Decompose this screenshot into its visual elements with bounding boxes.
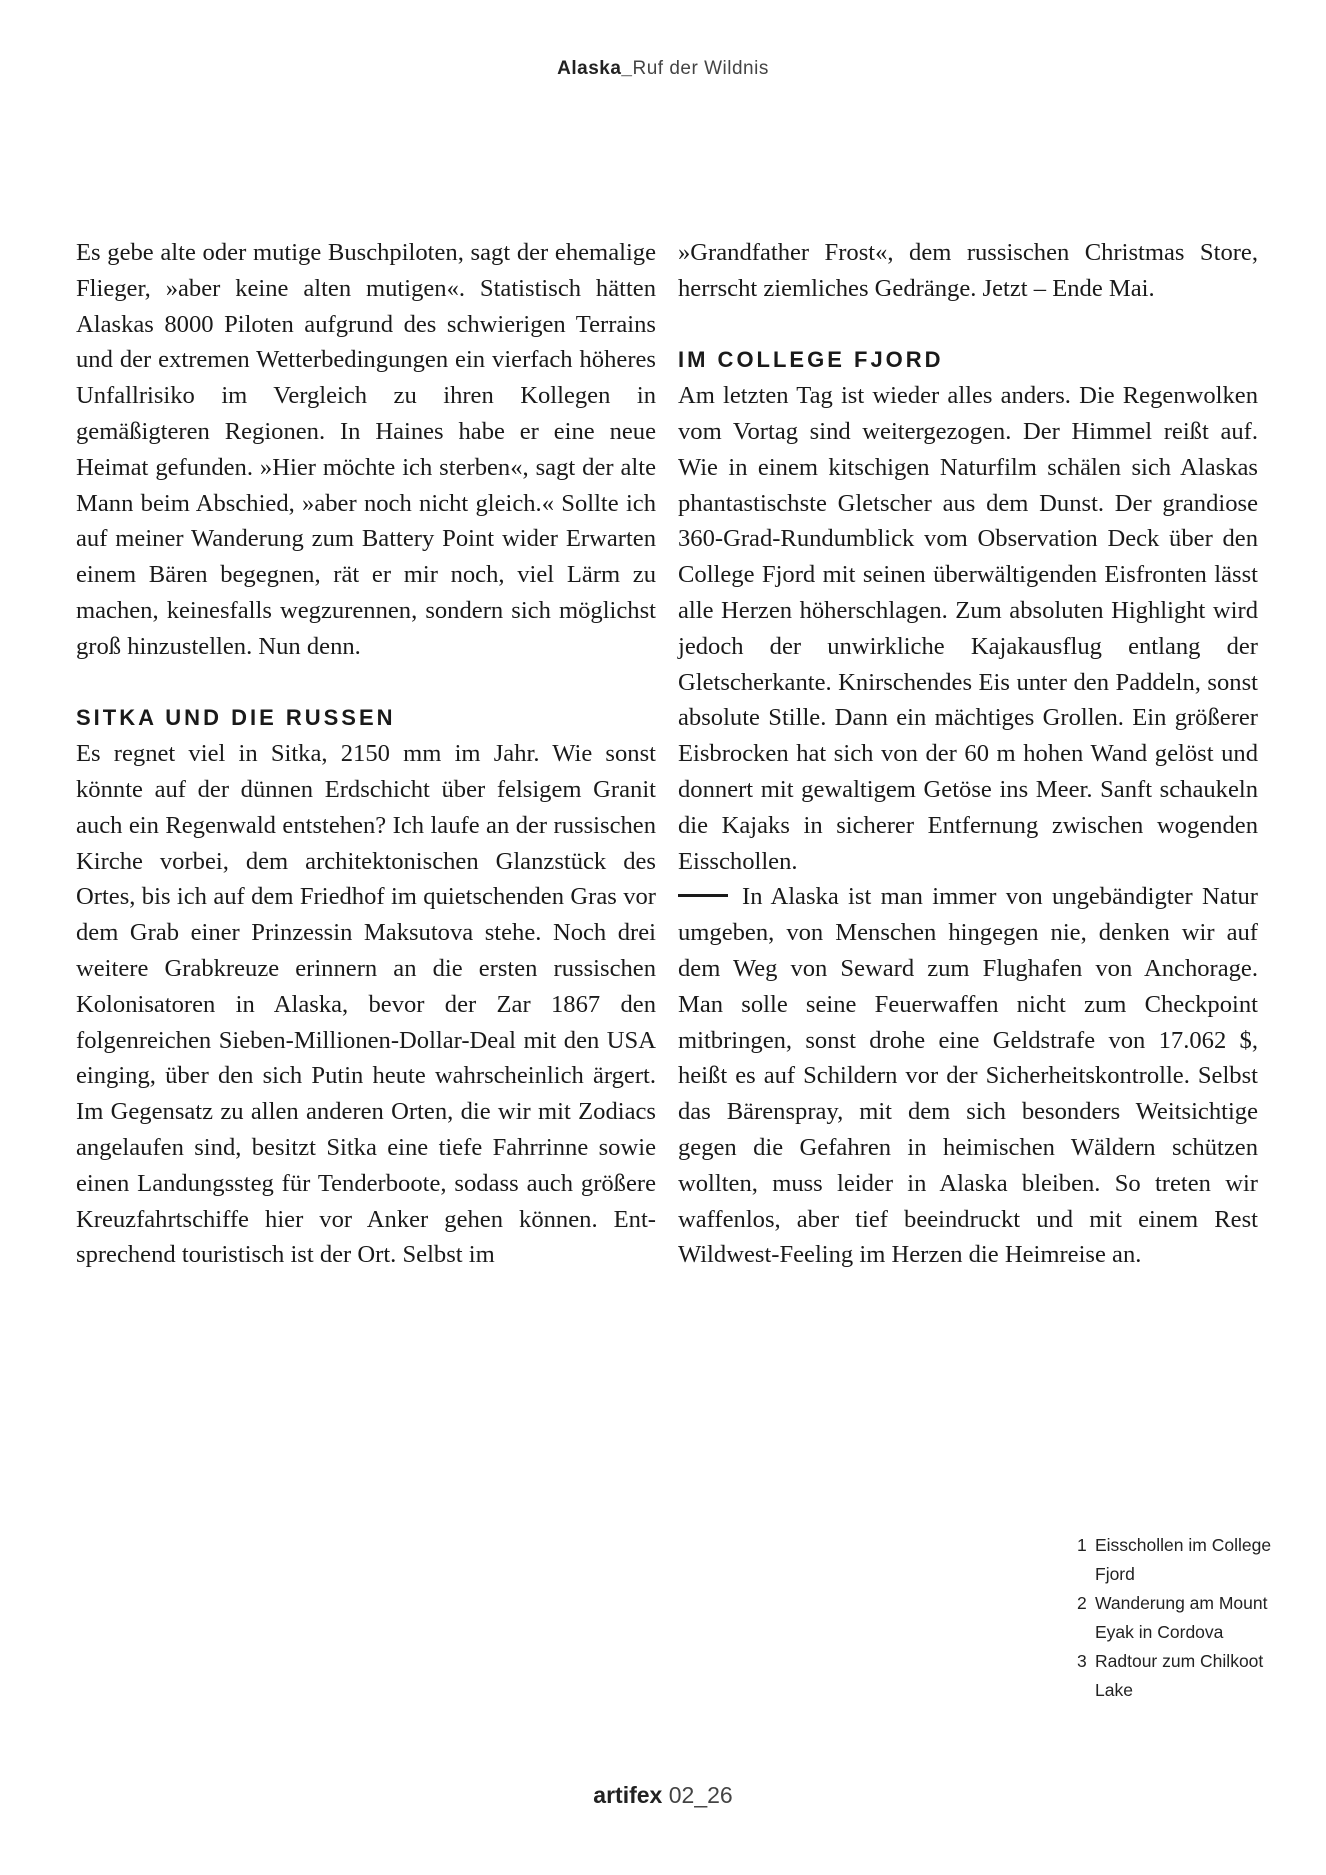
- article-column-right: [678, 235, 1258, 1273]
- image-captions: [1077, 1531, 1297, 1705]
- body-paragraph: Es gebe alte oder mutige Buschpiloten, sagt der ehemalige Flieger, »aber keine alten mutigen«. Statistisch hätten Alaskas 8000 Piloten aufgrund des schwierigen Terrains und der extremen Wetterbedingungen ein vierfach höheres Unfallrisiko im Vergleich zu ihren Kollegen in gemäßigteren Regionen. In Haines habe er eine neue Heimat gefunden. »Hier möchte ich sterben«, sagt der alte Mann beim Abschied, »aber noch nicht gleich.« Sollte ich auf meiner Wanderung zum Battery Point wider Erwarten einem Bären begegnen, rät er mir noch, viel Lärm zu machen, keinesfalls wegzurennen, sondern sich möglichst groß hinzustellen. Nun denn.: [76, 239, 656, 660]
- paragraph-spacer: [678, 307, 1258, 343]
- body-paragraph-text: In Alaska ist man immer von ungebändigter Natur umgeben, von Menschen hingegen nie, denken wir auf dem Weg von Seward zum Flughafen von Anchorage. Man solle seine Feuerwaffen nicht zum Checkpoint mitbringen, sonst drohe eine Geldstrafe von 17.062 $, heißt es auf Schildern vor der Sicherheitskontrolle. Selbst das Bärenspray, mit dem sich besonders Weitsichtige gegen die Gefahren in heimischen Wäldern schützen wollten, muss leider in Alaska bleiben. So treten wir waffenlos, aber tief beeindruckt und mit einem Rest Wildwest-Feeling im Herzen die Heimreise an.: [678, 883, 1258, 1269]
- paragraph-spacer: [76, 665, 656, 701]
- caption-number: 1: [1077, 1535, 1087, 1555]
- section-heading-college-fjord: IM COLLEGE FJORD: [678, 347, 944, 373]
- magazine-brand: artifex: [593, 1782, 663, 1808]
- caption-number: 3: [1077, 1651, 1087, 1671]
- running-head-section: Alaska_: [557, 58, 633, 79]
- caption-item: [1077, 1589, 1297, 1647]
- caption-text: Radtour zum Chilkoot Lake: [1095, 1651, 1264, 1700]
- running-head: [0, 58, 1326, 80]
- section-heading-sitka: SITKA UND DIE RUSSEN: [76, 705, 396, 731]
- caption-number: 2: [1077, 1593, 1087, 1613]
- body-paragraph-with-dash: [678, 879, 1258, 1273]
- paragraph-dash-rule: [678, 894, 728, 897]
- body-paragraph: »Grandfather Frost«, dem russischen Christmas Store, herrscht ziemliches Gedränge. Jetzt – Ende Mai.: [678, 239, 1258, 302]
- article-column-left: [76, 235, 656, 1273]
- running-head-subtitle: Ruf der Wildnis: [632, 58, 769, 79]
- page-folio: [0, 1782, 1326, 1809]
- caption-text: Wanderung am Mount Eyak in Cordova: [1095, 1593, 1268, 1642]
- caption-text: Eisschollen im College Fjord: [1095, 1535, 1272, 1584]
- body-paragraph: Am letzten Tag ist wieder alles anders. Die Regenwolken vom Vortag sind weitergezogen. Der Himmel reißt auf. Wie in einem kitschigen Naturfilm schälen sich Alaskas phantastischste Gletscher aus dem Dunst. Der grandiose 360-Grad-Rundumblick vom Observation Deck über den College Fjord mit seinen überwältigenden Eisfronten lässt alle Herzen höherschlagen. Zum absoluten Highlight wird jedoch der unwirkliche Kajakausflug entlang der Gletscherkante. Knirschendes Eis unter den Paddeln, sonst absolute Stille. Dann ein mächtiges Grollen. Ein größerer Eisbrocken hat sich von der 60 m hohen Wand gelöst und donnert mit gewaltigem Getöse ins Meer. Sanft schaukeln die Kajaks in sicherer Entfernung zwischen wogenden Eisschollen.: [678, 382, 1258, 875]
- body-paragraph: Es regnet viel in Sitka, 2150 mm im Jahr. Wie sonst könnte auf der dünnen Erdschicht über felsigem Granit auch ein Regenwald entstehen? Ich laufe an der russischen Kirche vorbei, dem architektonischen Glanzstück des Ortes, bis ich auf dem Friedhof im quietschenden Gras vor dem Grab einer Prinzessin Maksutova stehe. Noch drei weitere Grabkreuze erinnern an die ersten russischen Kolonisatoren in Alaska, bevor der Zar 1867 den folgenreichen Sieben-Millionen-Dollar-Deal mit den USA einging, über den sich Putin heute wahrscheinlich ärgert. Im Gegensatz zu allen anderen Orten, die wir mit Zodiacs angelaufen sind, besitzt Sitka eine tiefe Fahrrinne sowie einen Landungssteg für Tenderboote, sodass auch größere Kreuzfahrtschiffe hier vor Anker gehen können. Entsprechend touristisch ist der Ort. Selbst im: [76, 740, 656, 1269]
- caption-item: [1077, 1647, 1297, 1705]
- page-number: 02_26: [662, 1782, 733, 1808]
- caption-item: [1077, 1531, 1297, 1589]
